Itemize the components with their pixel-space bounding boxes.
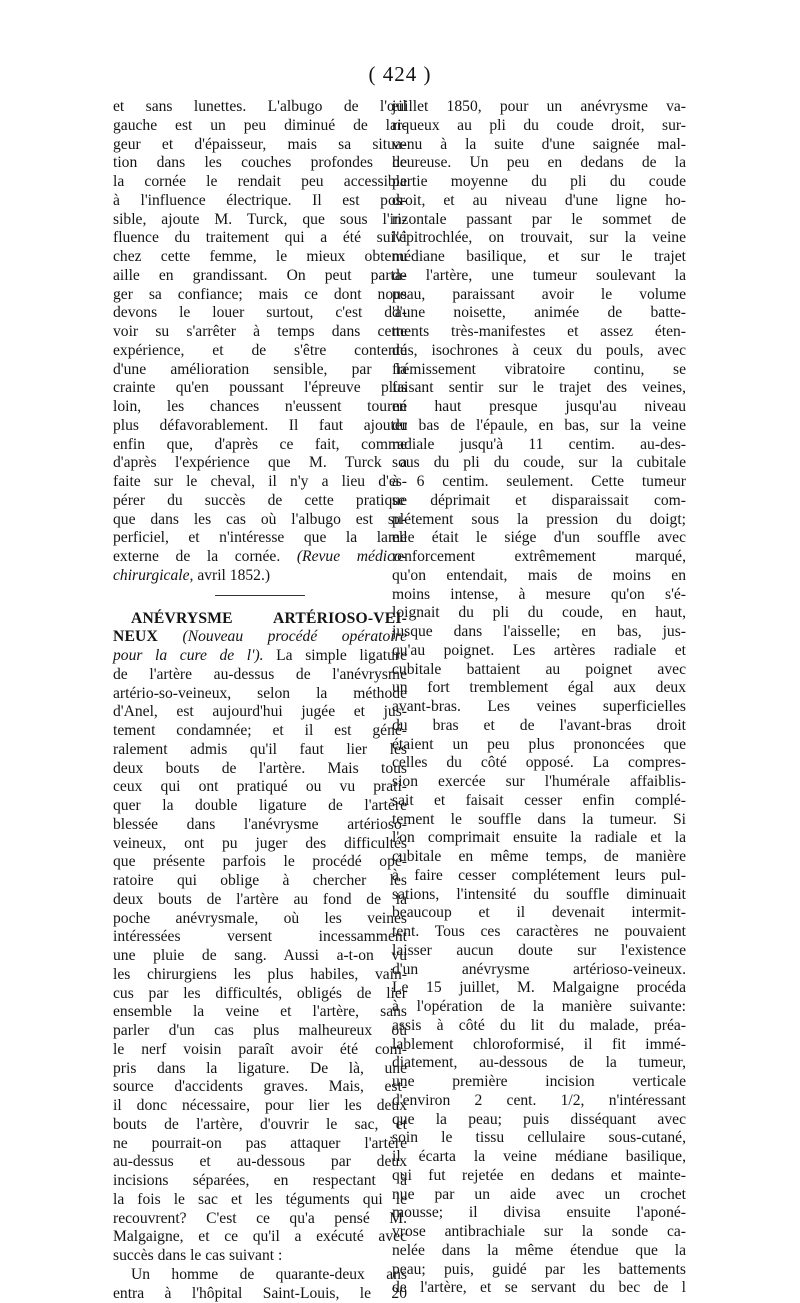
text-line: une pluie de sang. Aussi a-t-on vu bbox=[113, 947, 407, 966]
text-line: celles du côté opposé. La compres- bbox=[392, 754, 686, 773]
text-line: étaient un peu plus prononcées que bbox=[392, 736, 686, 755]
text-line: l'épitrochlée, on trouvait, sur la veine bbox=[392, 229, 686, 248]
text-line: sous du pli du coude, sur la cubitale bbox=[392, 454, 686, 473]
text-line: voir su s'arrêter à temps dans cette bbox=[113, 323, 407, 342]
text-line: au-dessus et au-dessous par deux bbox=[113, 1153, 407, 1172]
text-line: ratoire qui oblige à chercher les bbox=[113, 872, 407, 891]
text-line: nue par un aide avec un crochet bbox=[392, 1186, 686, 1205]
text-line: de l'artère au-dessus de l'anévrysme bbox=[113, 666, 407, 685]
text-line: tion dans les couches profondes de bbox=[113, 154, 407, 173]
text-line: poche anévrysmale, où les veines bbox=[113, 910, 407, 929]
text-line: assis à côté du lit du malade, préa- bbox=[392, 1017, 686, 1036]
text-line: tent. Tous ces caractères ne pouvaient bbox=[392, 923, 686, 942]
text-line: pris dans la ligature. De là, une bbox=[113, 1060, 407, 1079]
text-line: de l'artère, et se servant du bec de l bbox=[392, 1279, 686, 1298]
text-line: cus par les difficultés, obligés de lier bbox=[113, 985, 407, 1004]
text-line: de l'artère, une tumeur soulevant la bbox=[392, 267, 686, 286]
text-line: artério-so-veineux, selon la méthode bbox=[113, 685, 407, 704]
text-line: fluence du traitement qui a été suivi bbox=[113, 229, 407, 248]
text-line: à faire cesser complétement leurs pul- bbox=[392, 867, 686, 886]
right-column bbox=[392, 98, 686, 1298]
text-line: la fois le sac et les téguments qui le bbox=[113, 1191, 407, 1210]
text-line: recouvrent? C'est ce qu'a pensé M. bbox=[113, 1210, 407, 1229]
text-line: ralement admis qu'il faut lier les bbox=[113, 741, 407, 760]
text-line: incisions séparées, en respectant à bbox=[113, 1172, 407, 1191]
text-line: peau; puis, guidé par les battements bbox=[392, 1261, 686, 1280]
text-line: parler d'un cas plus malheureux où bbox=[113, 1022, 407, 1041]
text-line: riqueux au pli du coude droit, sur- bbox=[392, 117, 686, 136]
text-line: du bas de l'épaule, en bas, sur la veine bbox=[392, 417, 686, 436]
text-line: succès dans le cas suivant : bbox=[113, 1247, 407, 1266]
text-line: plus défavorablement. Il faut ajouter bbox=[113, 417, 407, 436]
text-line: sible, ajoute M. Turck, que sous l'in- bbox=[113, 211, 407, 230]
text-line: d'environ 2 cent. 1/2, n'intéressant bbox=[392, 1092, 686, 1111]
text-line: ceux qui ont pratiqué ou vu prati- bbox=[113, 778, 407, 797]
text-line: le nerf voisin paraît avoir été com- bbox=[113, 1041, 407, 1060]
text-line: pérer du succès de cette pratique bbox=[113, 492, 407, 511]
text-line: il écarta la veine médiane basilique, bbox=[392, 1148, 686, 1167]
text-line: veineux, ont pu juger des difficultés bbox=[113, 835, 407, 854]
text-line: laisser aucun doute sur l'existence bbox=[392, 942, 686, 961]
text-line: faisant sentir sur le trajet des veines, bbox=[392, 379, 686, 398]
text-line: devons le louer surtout, c'est d'a- bbox=[113, 304, 407, 323]
text-line: droit, et au niveau d'une ligne ho- bbox=[392, 192, 686, 211]
text-line: que présente parfois le procédé opé- bbox=[113, 853, 407, 872]
text-line: médiane basilique, et sur le trajet bbox=[392, 248, 686, 267]
text-line: renforcement extrêmement marqué, bbox=[392, 548, 686, 567]
text-line: deux bouts de l'artère au fond de la bbox=[113, 891, 407, 910]
text-line: entra à l'hôpital Saint-Louis, le 20 bbox=[113, 1285, 407, 1303]
text-line: qu'au poignet. Les artères radiale et bbox=[392, 642, 686, 661]
text-line: sait et faisait cesser enfin complé- bbox=[392, 792, 686, 811]
text-line: rizontale passant par le sommet de bbox=[392, 211, 686, 230]
section-heading-line: NEUX (Nouveau procédé opératoire bbox=[113, 628, 407, 647]
text-line: moins intense, à mesure qu'on s'é- bbox=[392, 586, 686, 605]
text-line: et sans lunettes. L'albugo de l'œil bbox=[113, 98, 407, 117]
text-line: se déprimait et disparaissait com- bbox=[392, 492, 686, 511]
section-heading: ANÉVRYSME ARTÉRIOSO-VEI- bbox=[113, 610, 407, 629]
text-line: loignait du pli du coude, en haut, bbox=[392, 604, 686, 623]
text-line: sations, l'intensité du souffle diminuait bbox=[392, 886, 686, 905]
text-line: en haut presque jusqu'au niveau bbox=[392, 398, 686, 417]
text-line: cubitale en même temps, de manière bbox=[392, 848, 686, 867]
text-line: sion exercée sur l'humérale affaiblis- bbox=[392, 773, 686, 792]
text-line: Un homme de quarante-deux ans bbox=[113, 1266, 407, 1285]
text-line: avant-bras. Les veines superficielles bbox=[392, 698, 686, 717]
text-line: que dans les cas où l'albugo est su- bbox=[113, 511, 407, 530]
text-line: du bras et de l'avant-bras droit bbox=[392, 717, 686, 736]
text-line: beaucoup et il devenait intermit- bbox=[392, 904, 686, 923]
text-line: source d'accidents graves. Mais, est- bbox=[113, 1078, 407, 1097]
citation: (Revue médico- bbox=[297, 548, 407, 565]
text-line: les chirurgiens les plus habiles, vain- bbox=[113, 966, 407, 985]
text-line: frémissement vibratoire continu, se bbox=[392, 361, 686, 380]
text-line: dus, isochrones à ceux du pouls, avec bbox=[392, 342, 686, 361]
text-line: chirurgicale, avril 1852.) bbox=[113, 567, 407, 586]
text-line: gauche est un peu diminué de lar- bbox=[113, 117, 407, 136]
text-line: un fort tremblement égal aux deux bbox=[392, 679, 686, 698]
text-line: d'Anel, est aujourd'hui jugée et jus- bbox=[113, 703, 407, 722]
text-line: Malgaigne, et ce qu'il a exécuté avec bbox=[113, 1228, 407, 1247]
text-line: à 6 centim. seulement. Cette tumeur bbox=[392, 473, 686, 492]
text-line: expérience, et de s'être contenté bbox=[113, 342, 407, 361]
text-line: enfin que, d'après ce fait, comme bbox=[113, 436, 407, 455]
text-line: tement condamnée; et il est géné- bbox=[113, 722, 407, 741]
text-line: perficiel, et n'intéresse que la lame bbox=[113, 529, 407, 548]
paragraph-aneurysm bbox=[113, 666, 407, 1266]
text-line: plétement sous la pression du doigt; bbox=[392, 511, 686, 530]
page-number: ( 424 ) bbox=[0, 62, 800, 87]
text-line: quer la double ligature de l'artère bbox=[113, 797, 407, 816]
text-line: ne pourrait-on pas attaquer l'artère bbox=[113, 1135, 407, 1154]
text-line: d'une noisette, animée de batte- bbox=[392, 304, 686, 323]
text-line: faite sur le cheval, il n'y a lieu d'es- bbox=[113, 473, 407, 492]
text-line: l'on comprimait ensuite la radiale et la bbox=[392, 829, 686, 848]
text-line: Le 15 juillet, M. Malgaigne procéda bbox=[392, 979, 686, 998]
text-line: d'un anévrysme artérioso-veineux. bbox=[392, 961, 686, 980]
text-line: heureuse. Un peu en dedans de la bbox=[392, 154, 686, 173]
paragraph-case-continued bbox=[392, 98, 686, 1298]
text-line: que la peau; puis disséquant avec bbox=[392, 1111, 686, 1130]
text-line: diatement, au-dessous de la tumeur, bbox=[392, 1054, 686, 1073]
text-line: d'après l'expérience que M. Turck a bbox=[113, 454, 407, 473]
text-line: à l'opération de la manière suivante: bbox=[392, 998, 686, 1017]
text-line: qui fut rejetée en dedans et mainte- bbox=[392, 1167, 686, 1186]
text-line: ments très-manifestes et assez éten- bbox=[392, 323, 686, 342]
text-line: la cornée le rendait peu accessible bbox=[113, 173, 407, 192]
text-line: lablement chloroformisé, il fit immé- bbox=[392, 1036, 686, 1055]
text-line: chez cette femme, le mieux obtenu bbox=[113, 248, 407, 267]
text-line: venu à la suite d'une saignée mal- bbox=[392, 136, 686, 155]
text-line: mousse; il divisa ensuite l'aponé- bbox=[392, 1204, 686, 1223]
section-heading-line: pour la cure de l'). La simple ligature bbox=[113, 647, 407, 666]
text-line: jusque dans l'aisselle; en bas, jus- bbox=[392, 623, 686, 642]
text-line: cubitale battaient au poignet avec bbox=[392, 661, 686, 680]
text-line: vrose antibrachiale sur la sonde ca- bbox=[392, 1223, 686, 1242]
text-line: qu'on entendait, mais de moins en bbox=[392, 567, 686, 586]
text-line: bouts de l'artère, d'ouvrir le sac, et bbox=[113, 1116, 407, 1135]
text-line: ensemble la veine et l'artère, sans bbox=[113, 1003, 407, 1022]
text-line: partie moyenne du pli du coude bbox=[392, 173, 686, 192]
text-line: d'une amélioration sensible, par la bbox=[113, 361, 407, 380]
text-line: externe de la cornée. (Revue médico- bbox=[113, 548, 407, 567]
text-line: il donc nécessaire, pour lier les deux bbox=[113, 1097, 407, 1116]
paragraph-case bbox=[113, 1266, 407, 1303]
text-line: nelée dans la même étendue que la bbox=[392, 1242, 686, 1261]
text-line: une première incision verticale bbox=[392, 1073, 686, 1092]
text-line: loin, les chances n'eussent tourné bbox=[113, 398, 407, 417]
text-line: aille en grandissant. On peut parta- bbox=[113, 267, 407, 286]
paragraph-albugo bbox=[113, 98, 407, 548]
text-line: à l'influence électrique. Il est pos- bbox=[113, 192, 407, 211]
left-column bbox=[113, 98, 407, 1303]
text-line: soin le tissu cellulaire sous-cutané, bbox=[392, 1129, 686, 1148]
text-line: ger sa confiance; mais ce dont nous bbox=[113, 286, 407, 305]
text-line: tement le souffle dans la tumeur. Si bbox=[392, 811, 686, 830]
section-divider bbox=[215, 595, 305, 596]
text-line: intéressées versent incessamment bbox=[113, 928, 407, 947]
text-line: geur et d'épaisseur, mais sa situa- bbox=[113, 136, 407, 155]
text-line: elle était le siége d'un souffle avec bbox=[392, 529, 686, 548]
text-line: blessée dans l'anévrysme artérioso- bbox=[113, 816, 407, 835]
text-line: deux bouts de l'artère. Mais tous bbox=[113, 760, 407, 779]
text-line: crainte qu'en poussant l'épreuve plus bbox=[113, 379, 407, 398]
text-line: peau, paraissant avoir le volume bbox=[392, 286, 686, 305]
text-line: juillet 1850, pour un anévrysme va- bbox=[392, 98, 686, 117]
text-line: radiale jusqu'à 11 centim. au-des- bbox=[392, 436, 686, 455]
